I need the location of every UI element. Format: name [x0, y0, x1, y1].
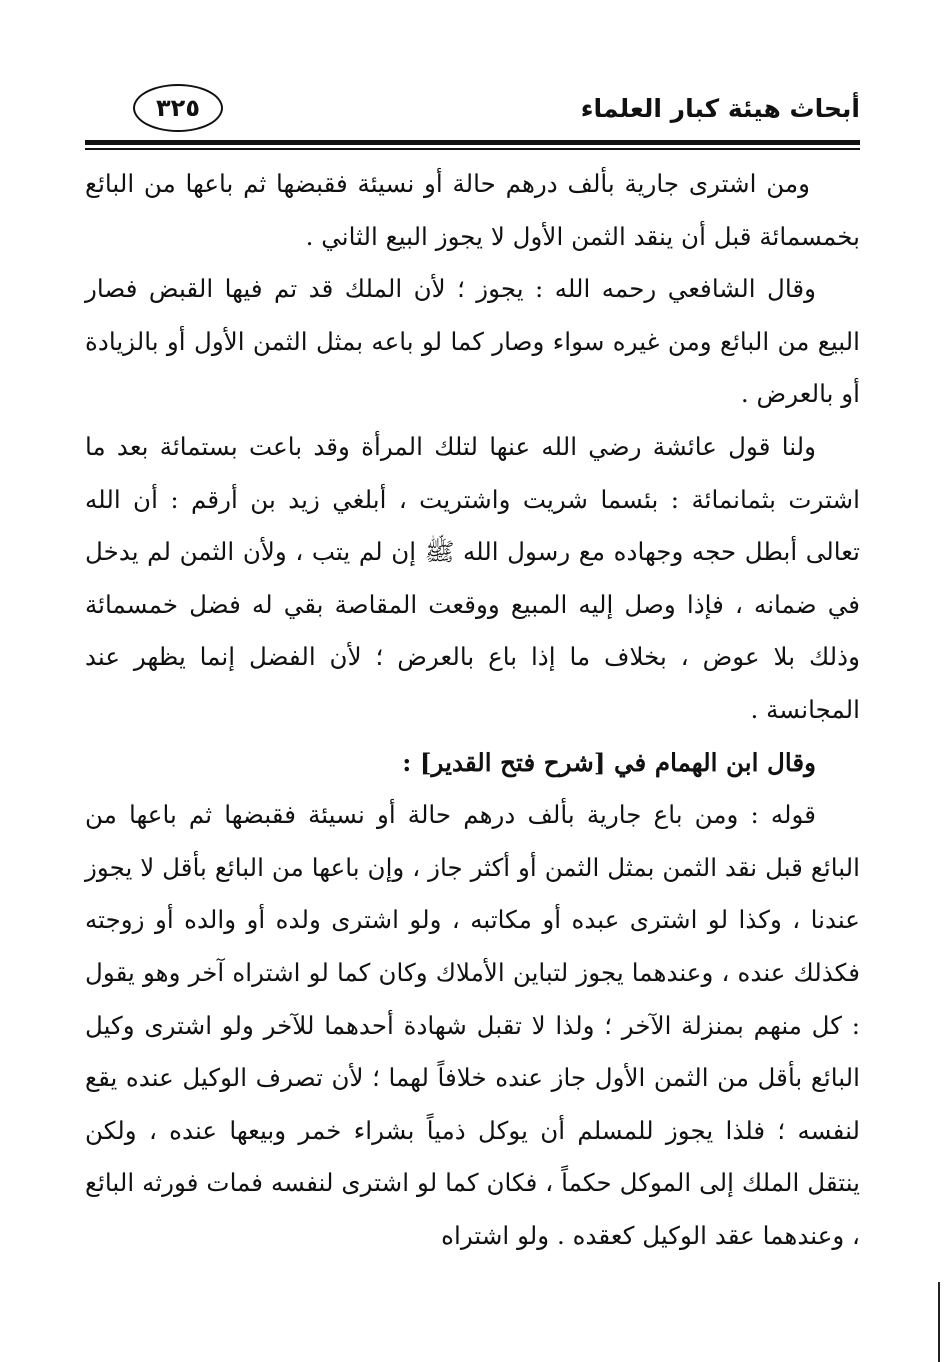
- page-number-badge: [133, 84, 223, 132]
- page-header: [85, 82, 860, 144]
- running-title: أبحاث هيئة كبار العلماء: [580, 94, 860, 123]
- section-heading-ibn-alhumam: وقال ابن الهمام في [شرح فتح القدير] :: [402, 747, 816, 777]
- body-text: [85, 158, 860, 1262]
- scan-edge-mark: [938, 1282, 940, 1362]
- page-number: ٣٢٥: [156, 94, 200, 122]
- paragraph-ibn-alhumam-quote: قوله : ومن باع جارية بألف درهم حالة أو نسيئة فقبضها ثم باعها من البائع قبل نقد الثمن بمثل الثمن أو أكثر جاز ، وإن باعها من البائع بأقل لا يجوز عندنا ، وكذا لو اشترى عبده أو مكاتبه ، ولو اشترى ولده أو والده أو زوجته فكذلك عنده ، وعندهما يجوز لتباين الأملاك وكان كما لو اشتراه آخر وهو يقول : كل منهم بمنزلة الآخر ؛ ولذا لا تقبل شهادة أحدهما للآخر ولو اشترى وكيل البائع بأقل من الثمن الأول جاز عنده خلافاً لهما ؛ لأن تصرف الوكيل عنده يقع لنفسه ؛ فلذا يجوز للمسلم أن يوكل ذمياً بشراء خمر وبيعها عنده ، ولكن ينتقل الملك إلى الموكل حكماً ، فكان كما لو اشترى لنفسه فمات فورثه البائع ، وعندهما عقد الوكيل كعقده . ولو اشتراه: [85, 800, 860, 1250]
- paragraph-aisha-evidence: ولنا قول عائشة رضي الله عنها لتلك المرأة وقد باعت بستمائة بعد ما اشترت بثمانمائة : بئسما شريت واشتريت ، أبلغي زيد بن أرقم : أن الله تعالى أبطل حجه وجهاده مع رسول الله ﷺ إن لم يتب ، ولأن الثمن لم يدخل في ضمانه ، فإذا وصل إليه المبيع ووقعت المقاصة بقي له فضل خمسمائة وذلك بلا عوض ، بخلاف ما إذا باع بالعرض ؛ لأن الفضل إنما يظهر عند المجانسة .: [85, 431, 860, 724]
- header-rule-thin: [85, 148, 860, 150]
- paragraph-shafii-view: وقال الشافعي رحمه الله : يجوز ؛ لأن الملك قد تم فيها القبض فصار البيع من البائع ومن غيره سواء وصار كما لو باعه بمثل الثمن الأول أو بالزيادة أو بالعرض .: [85, 274, 860, 409]
- header-rule-thick: [85, 140, 860, 145]
- paragraph-purchase-ruling: ومن اشترى جارية بألف درهم حالة أو نسيئة فقبضها ثم باعها من البائع بخمسمائة قبل أن ينقد الثمن الأول لا يجوز البيع الثاني .: [85, 169, 860, 251]
